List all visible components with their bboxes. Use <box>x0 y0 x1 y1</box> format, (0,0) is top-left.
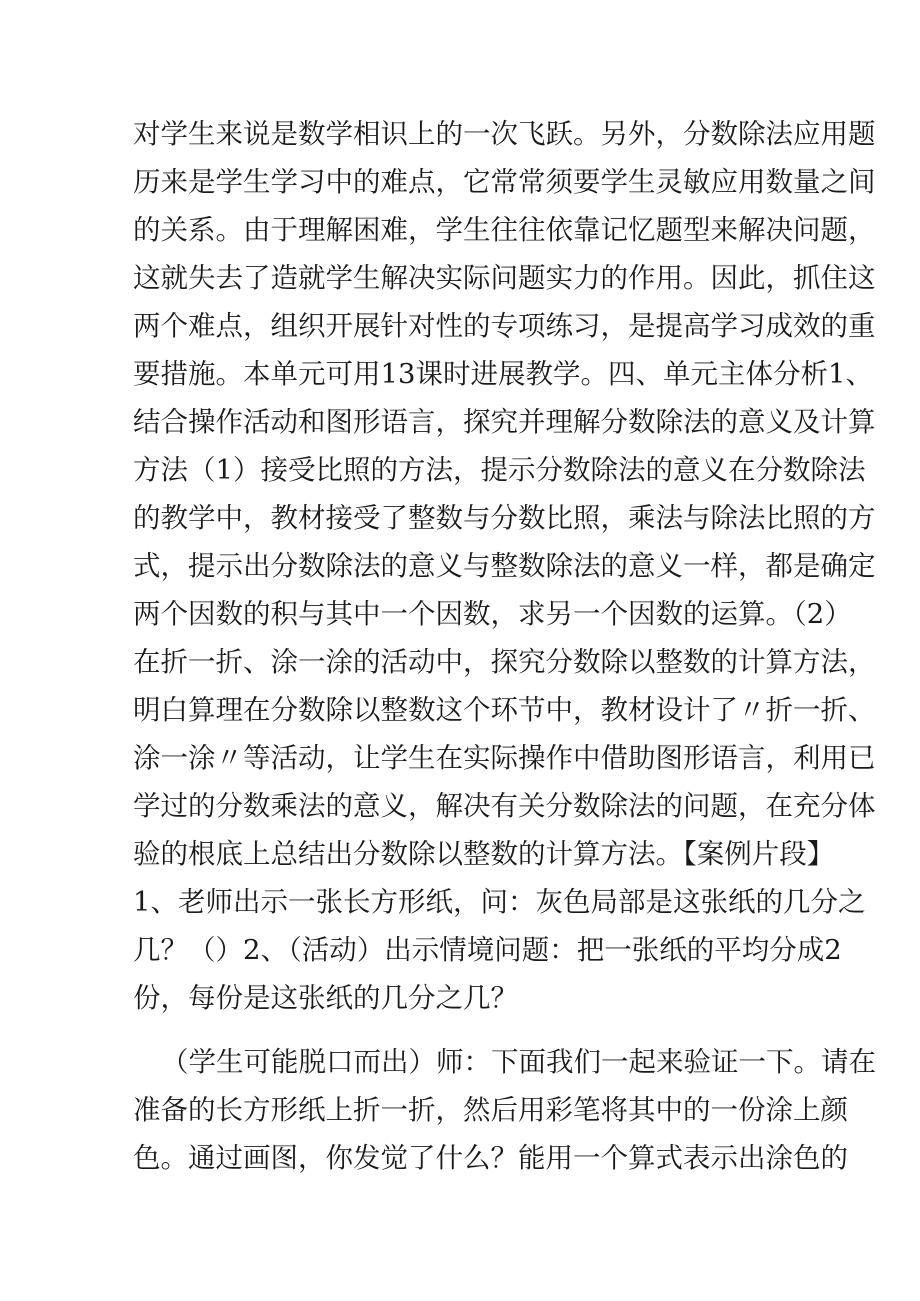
text-line: 在折一折、涂一涂的活动中，探究分数除以整数的计算方法， <box>133 646 876 678</box>
text-line: 的教学中，教材接受了整数与分数比照，乘法与除法比照的方 <box>133 502 876 534</box>
text-line: 份，每份是这张纸的几分之几？ <box>133 982 518 1014</box>
document-body <box>133 110 876 1182</box>
text-line: 历来是学生学习中的难点，它常常须要学生灵敏应用数量之间 <box>133 166 876 198</box>
text-line: 色。通过画图，你发觉了什么？能用一个算式表示出涂色的 <box>133 1142 848 1174</box>
text-line: 式，提示出分数除法的意义与整数除法的意义一样，都是确定 <box>133 550 876 582</box>
text-line: （学生可能脱口而出）师：下面我们一起来验证一下。请在 <box>161 1046 876 1078</box>
text-line: 要措施。本单元可用13课时进展教学。四、单元主体分析1、 <box>133 358 873 390</box>
text-line: 学过的分数乘法的意义，解决有关分数除法的问题，在充分体 <box>133 790 876 822</box>
paragraph-gap <box>133 1022 803 1038</box>
text-line: 几？（）2、（活动）出示情境问题：把一张纸的平均分成2 <box>133 934 842 966</box>
text-line: 方法（1）接受比照的方法，提示分数除法的意义在分数除法 <box>133 454 866 486</box>
text-line: 对学生来说是数学相识上的一次飞跃。另外，分数除法应用题 <box>133 118 876 150</box>
text-line: 结合操作活动和图形语言，探究并理解分数除法的意义及计算 <box>133 406 876 438</box>
text-line: 1、老师出示一张长方形纸，问：灰色局部是这张纸的几分之 <box>133 886 866 918</box>
text-line: 两个因数的积与其中一个因数，求另一个因数的运算。（2） <box>133 598 852 630</box>
text-line: 两个难点，组织开展针对性的专项练习，是提高学习成效的重 <box>133 310 876 342</box>
text-line: 的关系。由于理解困难，学生往往依靠记忆题型来解决问题， <box>133 214 876 246</box>
text-line: 涂一涂〃等活动，让学生在实际操作中借助图形语言，利用已 <box>133 742 876 774</box>
text-line: 验的根底上总结出分数除以整数的计算方法。【案例片段】 <box>133 838 835 870</box>
text-line: 明白算理在分数除以整数这个环节中，教材设计了〃折一折、 <box>133 694 876 726</box>
text-line: 这就失去了造就学生解决实际问题实力的作用。因此，抓住这 <box>133 262 876 294</box>
text-line: 准备的长方形纸上折一折，然后用彩笔将其中的一份涂上颜 <box>133 1094 848 1126</box>
